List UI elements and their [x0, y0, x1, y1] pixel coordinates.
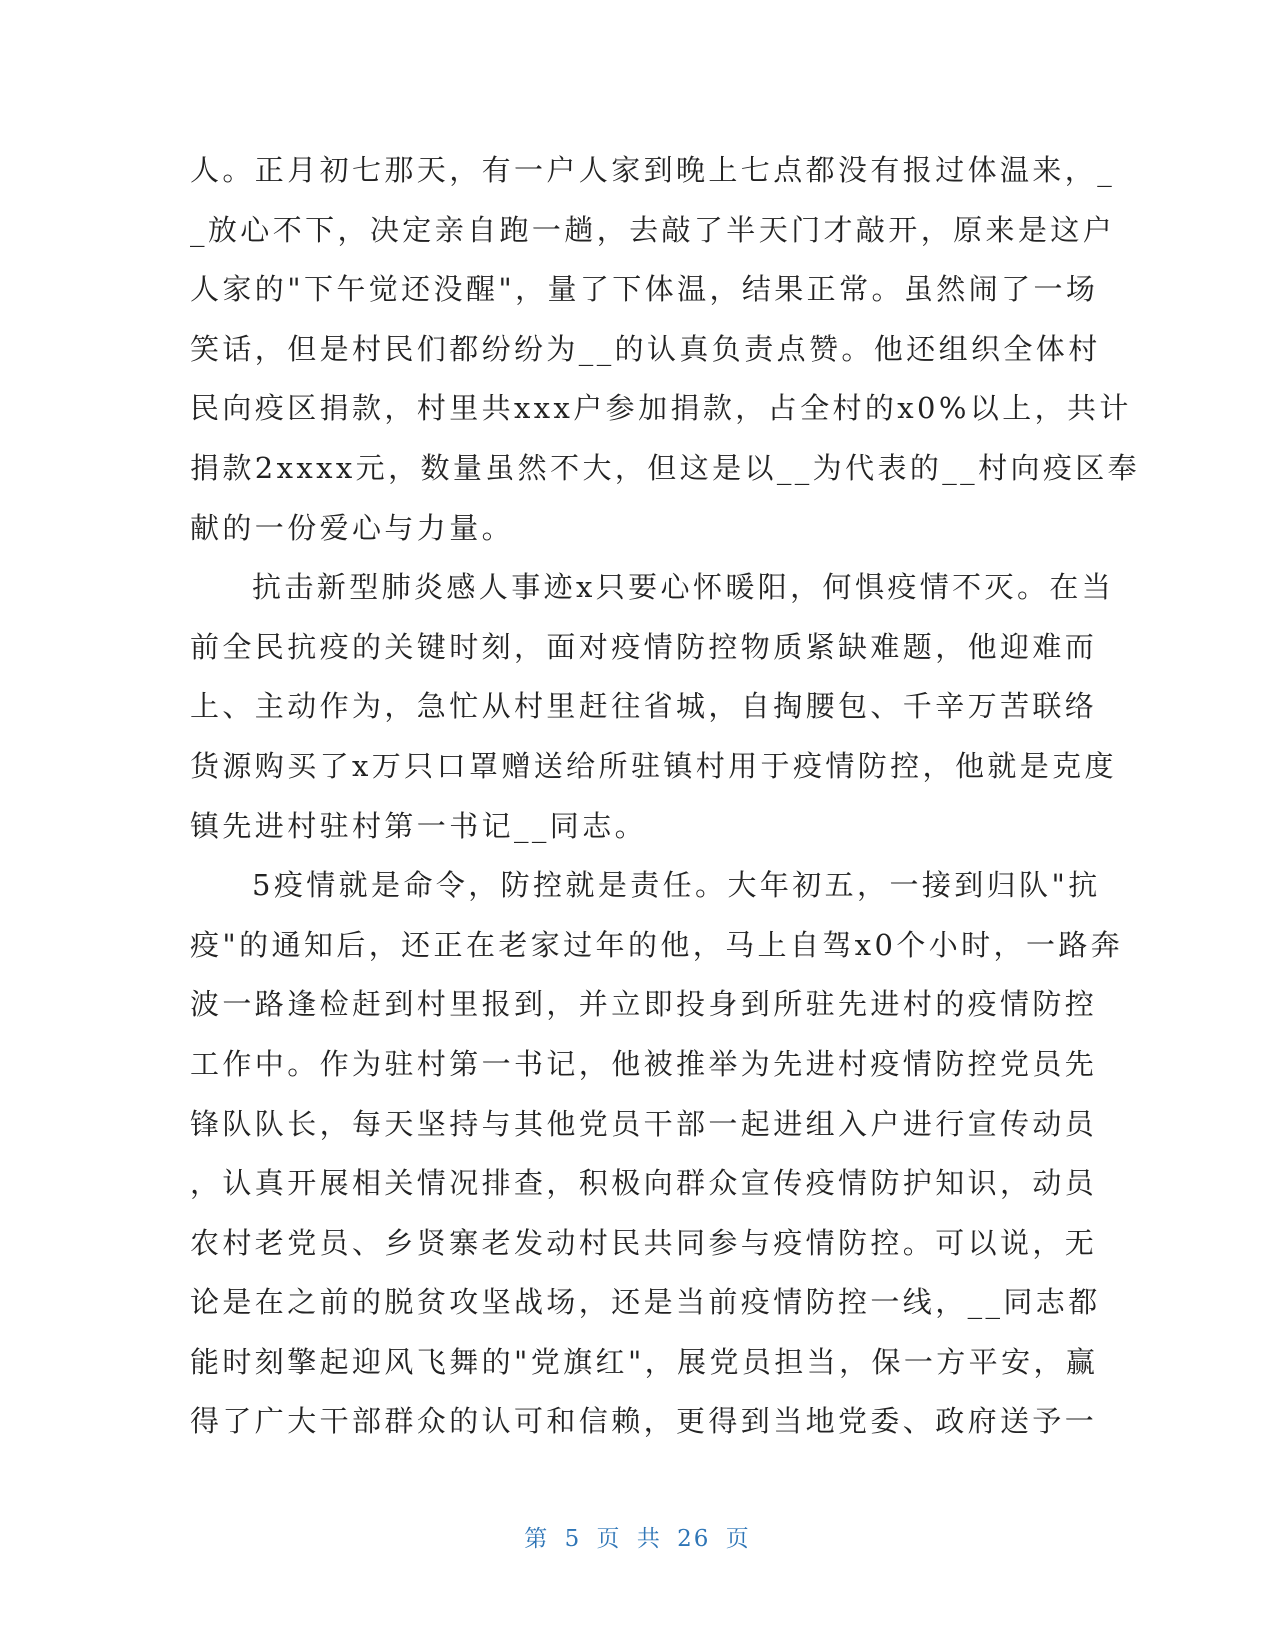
- text-line: 笑话，但是村民们都纷纷为__的认真负责点赞。他还组织全体村: [190, 331, 1101, 366]
- text-line: 货源购买了x万只口罩赠送给所驻镇村用于疫情防控，他就是克度: [190, 748, 1117, 783]
- text-line: 民向疫区捐款，村里共xxx户参加捐款，占全村的x0%以上，共计: [190, 391, 1132, 426]
- text-line: _放心不下，决定亲自跑一趟，去敲了半天门才敲开，原来是这户: [190, 212, 1116, 247]
- text-line: 捐款2xxxx元，数量虽然不大，但这是以__为代表的__村向疫区奉: [190, 450, 1141, 485]
- text-line: 人。正月初七那天，有一户人家到晚上七点都没有报过体温来，_: [190, 153, 1116, 187]
- text-line: 农村老党员、乡贤寨老发动村民共同参与疫情防控。可以说，无: [190, 1225, 1098, 1260]
- paragraph-first-line: 5疫情就是命令，防控就是责任。大年初五，一接到归队"抗: [252, 868, 1101, 903]
- text-line: 能时刻擎起迎风飞舞的"党旗红"，展党员担当，保一方平安，赢: [190, 1344, 1099, 1379]
- text-line: 献的一份爱心与力量。: [190, 510, 515, 545]
- text-line: 锋队队长，每天坚持与其他党员干部一起进组入户进行宣传动员: [190, 1106, 1098, 1141]
- text-line: ，认真开展相关情况排查，积极向群众宣传疫情防护知识，动员: [190, 1166, 1098, 1201]
- text-line: 人家的"下午觉还没醒"，量了下体温，结果正常。虽然闹了一场: [190, 272, 1099, 307]
- text-line: 上、主动作为，急忙从村里赶往省城，自掏腰包、千辛万苦联络: [190, 689, 1098, 724]
- paragraph-first-line: 抗击新型肺炎感人事迹x只要心怀暖阳，何惧疫情不灭。在当: [252, 570, 1115, 605]
- text-line: 工作中。作为驻村第一书记，他被推举为先进村疫情防控党员先: [190, 1046, 1098, 1081]
- text-line: 得了广大干部群众的认可和信赖，更得到当地党委、政府送予一: [190, 1404, 1098, 1439]
- text-line: 疫"的通知后，还正在老家过年的他，马上自驾x0个小时，一路奔: [190, 927, 1124, 962]
- text-line: 前全民抗疫的关键时刻，面对疫情防控物质紧缺难题，他迎难而: [190, 629, 1098, 664]
- document-body: [190, 141, 1141, 1452]
- text-line: 波一路逢检赶到村里报到，并立即投身到所驻先进村的疫情防控: [190, 987, 1098, 1022]
- page-number-footer: 第 5 页 共 26 页: [524, 1526, 751, 1552]
- text-line: 论是在之前的脱贫攻坚战场，还是当前疫情防控一线，__同志都: [190, 1285, 1101, 1320]
- text-line: 镇先进村驻村第一书记__同志。: [190, 808, 648, 843]
